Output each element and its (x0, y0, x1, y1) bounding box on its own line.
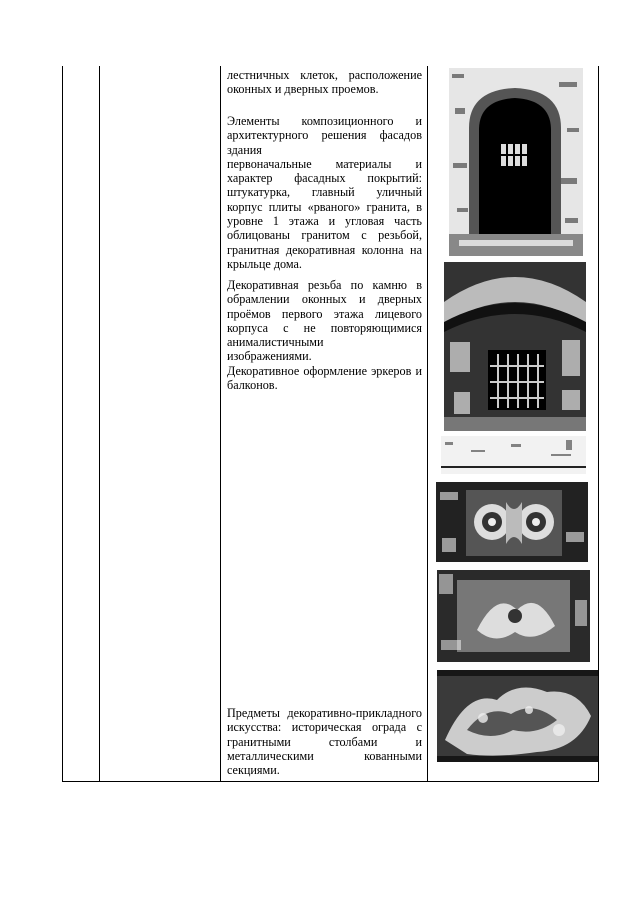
bay-windows-text: Декоративное оформление эркеров и балконов. (227, 364, 422, 393)
facade-elements-text (227, 114, 422, 271)
facade-elements-heading: Элементы композиционного и архитектурного решения фасадов здания (227, 114, 422, 157)
photo-arched-door (449, 68, 583, 256)
staircase-text: лестничных клеток, расположение оконных и дверных проемов. (227, 68, 422, 97)
table-column-divider-2 (220, 66, 221, 781)
decorative-arts-text: Предметы декоративно-прикладного искусства: историческая ограда с гранитными столбами и металлическими кованными секциями. (227, 706, 422, 778)
stone-carving-tail: изображениями. (227, 349, 312, 364)
table-column-divider-3 (427, 66, 428, 781)
photo-carved-panel-animal (437, 570, 590, 662)
photo-carved-relief (437, 670, 598, 762)
stone-carving-text (227, 278, 422, 364)
table-bottom-border (62, 781, 599, 782)
photo-carved-panel-scroll (436, 482, 588, 562)
photo-window-under-arch (444, 262, 586, 431)
facade-materials-text: первоначальные материалы и характер фасадных покрытий: штукатурка, главный уличный корпус плиты «рваного» гранита, в уровне 1 этажа и угловая часть облицованы гранитом с резьбой, гранитная декоративная колонна на крыльце дома. (227, 156, 422, 271)
stone-carving-heading: Декоративная резьба по камню в обрамлении оконных и дверных проёмов первого этажа лицевого корпуса с не повторяющимися анималистичными (227, 278, 422, 350)
photo-facade-ledge (441, 436, 586, 474)
table-border-right (598, 66, 599, 781)
table-column-divider-1 (99, 66, 100, 781)
table-border-left (62, 66, 63, 781)
